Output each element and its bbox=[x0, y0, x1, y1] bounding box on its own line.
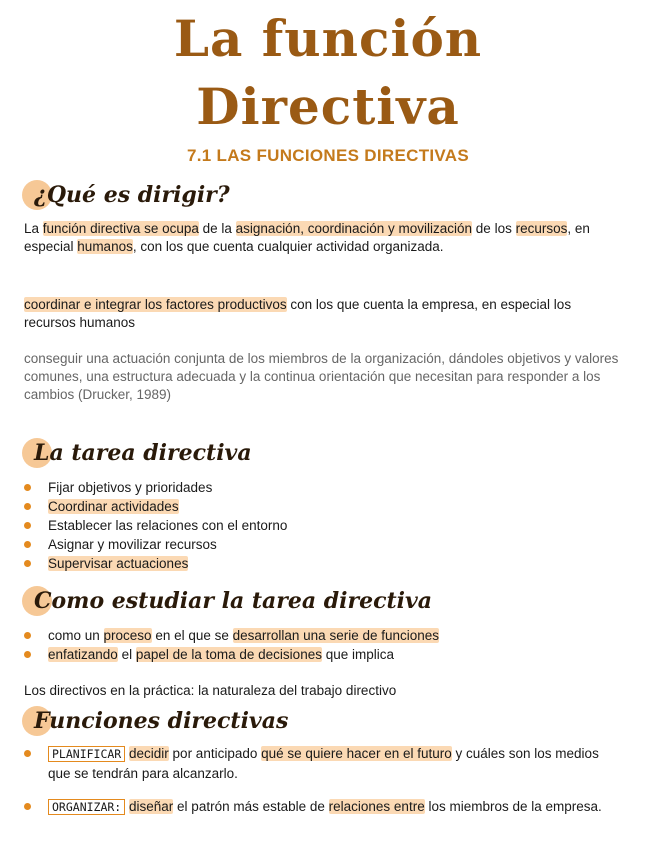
tag-planificar: PLANIFICAR bbox=[48, 746, 125, 762]
paragraph-coordinar: coordinar e integrar los factores productivos con los que cuenta la empresa, en especial los recursos humanos bbox=[24, 297, 572, 330]
list-item: como un proceso en el que se desarrollan una serie de funciones bbox=[24, 626, 439, 645]
paragraph-definicion: La función directiva se ocupa de la asignación, coordinación y movilización de los recursos, en especial humanos, con los que cuenta cualquier actividad organizada. bbox=[24, 221, 590, 254]
bullet-icon bbox=[24, 632, 31, 639]
paragraph-drucker-quote: conseguir una actuación conjunta de los miembros de la organización, dándoles objetivos y valores comunes, una estructura adecuada y la continua orientación que necesitan para responder a los cambios (Drucker, 1989) bbox=[24, 351, 619, 402]
bullet-icon bbox=[24, 484, 31, 491]
bullet-icon bbox=[24, 803, 31, 810]
list-item: Establecer las relaciones con el entorno bbox=[24, 516, 287, 535]
bullet-icon bbox=[24, 651, 31, 658]
list-item: Fijar objetivos y prioridades bbox=[24, 478, 287, 497]
list-item: Supervisar actuaciones bbox=[24, 554, 287, 573]
tarea-list bbox=[24, 478, 287, 573]
bullet-icon bbox=[24, 541, 31, 548]
bullet-icon bbox=[24, 750, 31, 757]
list-item-planificar: PLANIFICAR decidir por anticipado qué se quiere hacer en el futuro y cuáles son los medios que se tendrán para alcanzarlo. bbox=[24, 744, 624, 783]
bullet-icon bbox=[24, 522, 31, 529]
list-item: enfatizando el papel de la toma de decisiones que implica bbox=[24, 645, 439, 664]
subtitle: 7.1 LAS FUNCIONES DIRECTIVAS bbox=[186, 146, 469, 165]
title-line-2: Directiva bbox=[196, 77, 460, 136]
bullet-icon bbox=[24, 560, 31, 567]
bullet-icon bbox=[24, 503, 31, 510]
list-item: Asignar y movilizar recursos bbox=[24, 535, 287, 554]
como-estudiar-list bbox=[24, 626, 439, 664]
section-heading-funciones: Funciones directivas bbox=[22, 704, 288, 738]
title-line-1: La función bbox=[173, 9, 483, 68]
tag-organizar: ORGANIZAR: bbox=[48, 799, 125, 815]
note-directivos: Los directivos en la práctica: la naturaleza del trabajo directivo bbox=[24, 683, 397, 698]
funciones-list bbox=[24, 744, 624, 817]
section-heading-como-estudiar: Como estudiar la tarea directiva bbox=[22, 584, 432, 618]
section-heading-tarea-directiva: La tarea directiva bbox=[22, 436, 252, 470]
list-item-organizar: ORGANIZAR: diseñar el patrón más estable de relaciones entre los miembros de la empresa. bbox=[24, 797, 624, 817]
section-heading-que-es-dirigir: ¿Qué es dirigir? bbox=[22, 178, 230, 212]
list-item: Coordinar actividades bbox=[24, 497, 287, 516]
